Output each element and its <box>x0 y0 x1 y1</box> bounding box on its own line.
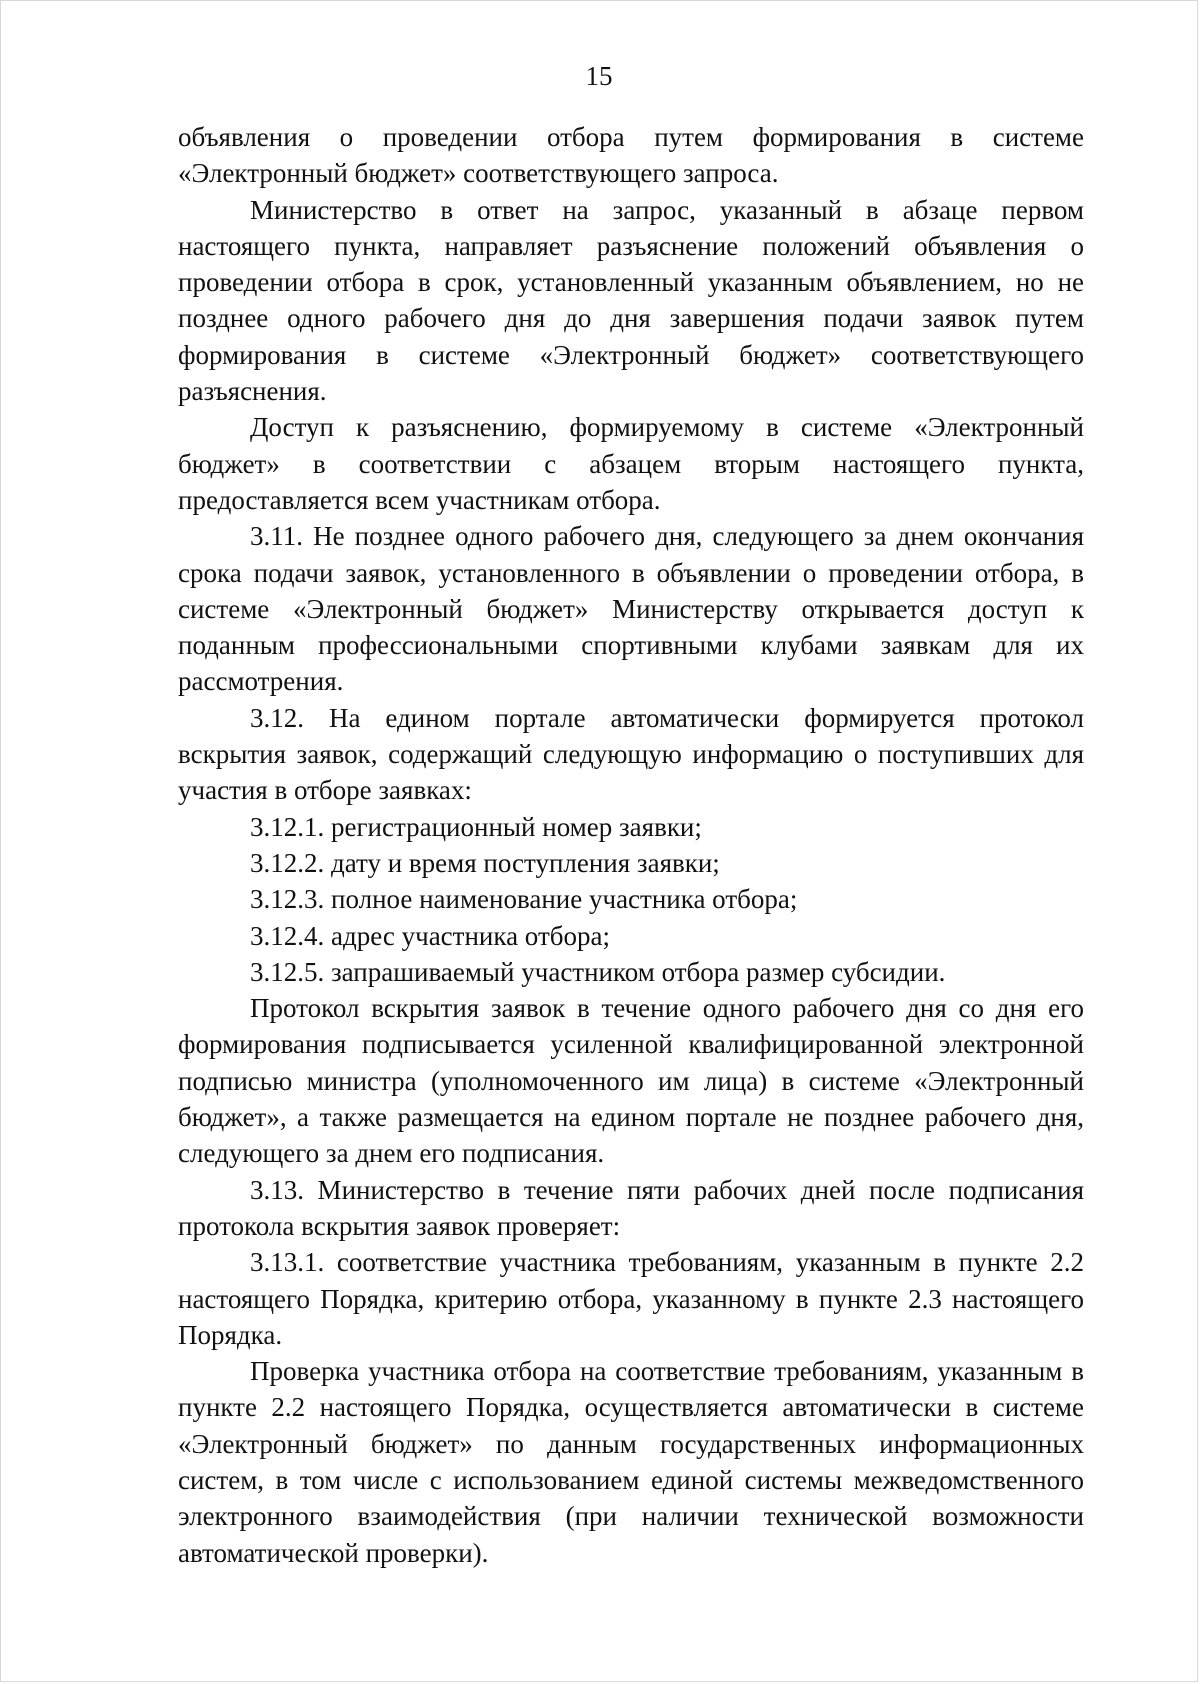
page-number: 15 <box>585 61 613 91</box>
paragraph-3-13: 3.13. Министерство в течение пяти рабочих дней после подписания протокола вскрытия заявок проверяет: <box>178 1174 1084 1241</box>
paragraph-access-clarification: Доступ к разъяснению, формируемому в системе «Электронный бюджет» в соответствии с абзацем вторым настоящего пункта, предоставляется всем участникам отбора. <box>178 412 1084 515</box>
document-body <box>178 119 1084 1571</box>
paragraph-continuation: объявления о проведении отбора путем формирования в системе «Электронный бюджет» соответствующего запроса. <box>178 122 1084 189</box>
paragraph-3-12: 3.12. На едином портале автоматически формируется протокол вскрытия заявок, содержащий следующую информацию о поступивших для участия в отборе заявках: <box>178 702 1084 806</box>
list-item-3-12-5: 3.12.5. запрашиваемый участником отбора размер субсидии. <box>250 956 946 987</box>
list-item-3-12-2: 3.12.2. дату и время поступления заявки; <box>250 847 720 878</box>
list-item-3-13-1: 3.13.1. соответствие участника требованиям, указанным в пункте 2.2 настоящего Порядка, критерию отбора, указанному в пункте 2.3 настоящего Порядка. <box>178 1247 1084 1350</box>
paragraph-ministry-response: Министерство в ответ на запрос, указанный в абзаце первом настоящего пункта, направляет разъяснение положений объявления о проведении отбора в срок, установленный указанным объявлением, но не позднее одного рабочего дня до дня завершения подачи заявок путем формирования в системе «Электронный бюджет» соответствующего разъяснения. <box>178 194 1084 407</box>
list-item-3-12-4: 3.12.4. адрес участника отбора; <box>250 920 610 951</box>
paragraph-protocol-signing: Протокол вскрытия заявок в течение одного рабочего дня со дня его формирования подписывается усиленной квалифицированной электронной подписью министра (уполномоченного им лица) в системе «Электронный бюджет», а также размещается на едином портале не позднее рабочего дня, следующего за днем его подписания. <box>178 993 1084 1169</box>
list-item-3-12-1: 3.12.1. регистрационный номер заявки; <box>250 811 702 842</box>
paragraph-automatic-check: Проверка участника отбора на соответствие требованиям, указанным в пункте 2.2 настоящего Порядка, осуществляется автоматически в системе «Электронный бюджет» по данным государственных информационных систем, в том числе с использованием единой системы межведомственного электронного взаимодействия (при наличии технической возможности автоматической проверки). <box>178 1356 1084 1568</box>
list-item-3-12-3: 3.12.3. полное наименование участника отбора; <box>250 884 798 915</box>
paragraph-3-11: 3.11. Не позднее одного рабочего дня, следующего за днем окончания срока подачи заявок, установленного в объявлении о проведении отбора, в системе «Электронный бюджет» Министерству открывается доступ к поданным профессиональными спортивными клубами заявкам для их рассмотрения. <box>178 521 1084 697</box>
